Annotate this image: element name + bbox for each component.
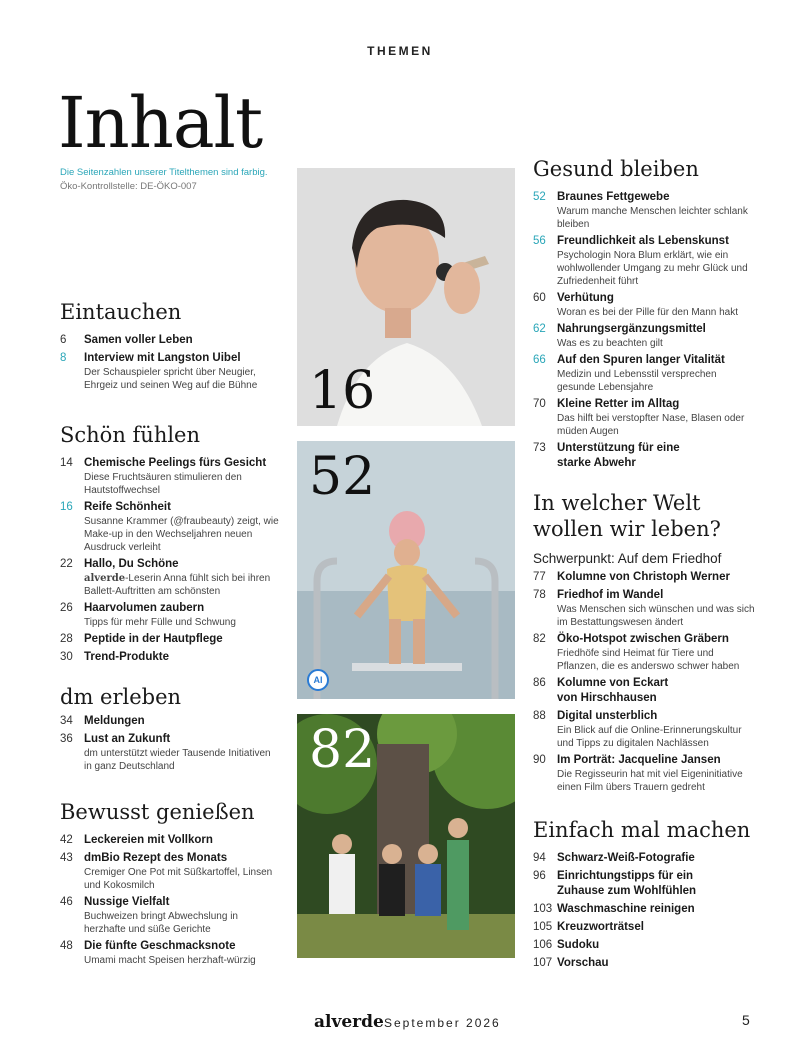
section-heading-line: In welcher Welt bbox=[533, 491, 701, 515]
item-description: Tipps für mehr Fülle und Schwung bbox=[84, 617, 236, 629]
page-number: 22 bbox=[60, 558, 73, 571]
section-einfach-mal-machen bbox=[533, 818, 753, 974]
toc-list bbox=[60, 833, 280, 967]
toc-item[interactable] bbox=[533, 441, 753, 471]
item-description: Woran es bei der Pille für den Mann hakt bbox=[557, 307, 739, 319]
page-number: 8 bbox=[60, 352, 67, 365]
section-heading: Einfach mal machen bbox=[533, 818, 751, 842]
toc-item[interactable] bbox=[60, 333, 280, 348]
page-number: 70 bbox=[533, 398, 546, 411]
item-title: Samen voller Leben bbox=[84, 334, 193, 347]
focus-subheading: Schwerpunkt: Auf dem Friedhof bbox=[533, 550, 722, 566]
item-description: Was Menschen sich wünschen und was sich im Bestattungswesen ändert bbox=[557, 603, 755, 628]
item-title: Digital unsterblich bbox=[557, 709, 658, 722]
toc-item[interactable] bbox=[533, 920, 753, 935]
toc-item[interactable] bbox=[533, 397, 753, 438]
section-eintauchen bbox=[60, 300, 280, 395]
item-description: Buchweizen bringt Abwechslung in herzhafte und süße Gerichte bbox=[84, 911, 238, 936]
page-number: 90 bbox=[533, 753, 546, 766]
toc-item[interactable] bbox=[60, 557, 280, 598]
section-schoen-fuehlen bbox=[60, 423, 280, 668]
item-title: Nussige Vielfalt bbox=[84, 896, 170, 909]
item-description-text: -Leserin Anna fühlt sich bei ihren Ballett-Auftritten am schönsten bbox=[84, 573, 271, 598]
page-number: 96 bbox=[533, 870, 546, 883]
toc-item[interactable] bbox=[533, 291, 753, 319]
page-number: 73 bbox=[533, 442, 546, 455]
toc-item[interactable] bbox=[533, 938, 753, 953]
issue-date: September 2026 bbox=[384, 1016, 501, 1030]
toc-item[interactable] bbox=[60, 895, 280, 936]
page-number: 26 bbox=[60, 602, 73, 615]
section-dm-erleben bbox=[60, 685, 280, 776]
toc-item[interactable] bbox=[533, 956, 753, 971]
item-title: Friedhof im Wandel bbox=[557, 588, 664, 601]
toc-item[interactable] bbox=[60, 456, 280, 497]
page-number: 43 bbox=[60, 852, 73, 865]
item-title: Leckereien mit Vollkorn bbox=[84, 834, 213, 847]
item-title: Öko-Hotspot zwischen Gräbern bbox=[557, 632, 729, 645]
page-number: 14 bbox=[60, 457, 73, 470]
photo-page-number: 52 bbox=[309, 447, 376, 507]
page-number: 46 bbox=[60, 896, 73, 909]
item-title: Braunes Fettgewebe bbox=[557, 191, 670, 204]
item-description: Der Schauspieler spricht über Neugier, Ehrgeiz und seinen Weg auf die Bühne bbox=[84, 367, 258, 392]
item-description: Umami macht Speisen herzhaft-würzig bbox=[84, 955, 256, 967]
page-number: 88 bbox=[533, 709, 546, 722]
item-description: Das hilft bei verstopfter Nase, Blasen oder müden Augen bbox=[557, 413, 745, 438]
item-title: Interview mit Langston Uibel bbox=[84, 352, 241, 365]
item-title: Auf den Spuren langer Vitalität bbox=[557, 354, 725, 367]
toc-list bbox=[60, 456, 280, 665]
brand-logo: alverde bbox=[314, 1012, 384, 1032]
page-number: 36 bbox=[60, 733, 73, 746]
page-number: 42 bbox=[60, 834, 73, 847]
item-description: Diese Fruchtsäuren stimulieren den Hautstoffwechsel bbox=[84, 472, 242, 497]
section-heading: dm erleben bbox=[60, 685, 182, 709]
toc-list bbox=[533, 851, 753, 971]
ai-generated-badge: AI bbox=[307, 669, 329, 691]
toc-item[interactable] bbox=[533, 869, 753, 899]
item-description: Warum manche Menschen leichter schlank bleiben bbox=[557, 206, 748, 231]
page-number-footer: 5 bbox=[742, 1012, 750, 1028]
page-number: 105 bbox=[533, 921, 553, 934]
page-number: 86 bbox=[533, 676, 546, 689]
item-description: dm unterstützt wieder Tausende Initiativen in ganz Deutschland bbox=[84, 748, 271, 773]
item-description: Die Regisseurin hat mit viel Eigeninitiative einen Film übers Trauern gedreht bbox=[557, 768, 743, 793]
toc-item[interactable] bbox=[60, 500, 280, 554]
page-number: 30 bbox=[60, 651, 73, 664]
item-title: Kreuzworträtsel bbox=[557, 921, 644, 934]
toc-item[interactable] bbox=[60, 351, 280, 392]
toc-item[interactable] bbox=[60, 833, 280, 848]
color-note: Die Seitenzahlen unserer Titelthemen sind farbig. bbox=[60, 167, 268, 178]
item-description: Ein Blick auf die Online-Erinnerungskultur und Tipps zu digitalen Nachlässen bbox=[557, 724, 742, 749]
toc-item[interactable] bbox=[533, 753, 758, 794]
section-heading: Schön fühlen bbox=[60, 423, 201, 447]
toc-item[interactable] bbox=[60, 632, 280, 647]
toc-list bbox=[533, 570, 758, 794]
item-title: Haarvolumen zaubern bbox=[84, 602, 205, 615]
toc-item[interactable] bbox=[533, 709, 758, 750]
section-heading: Bewusst genießen bbox=[60, 800, 255, 824]
item-title: Einrichtungstipps für ein Zuhause zum Wohlfühlen bbox=[557, 870, 697, 898]
item-description bbox=[84, 572, 280, 598]
item-title: Meldungen bbox=[84, 715, 145, 728]
item-title: Hallo, Du Schöne bbox=[84, 558, 179, 571]
item-description: Cremiger One Pot mit Süßkartoffel, Linsen und Kokosmilch bbox=[84, 867, 273, 892]
item-description: Psychologin Nora Blum erklärt, wie ein wohlwollender Umgang zu mehr Glück und Zufriedenheit führt bbox=[557, 250, 748, 288]
section-heading: Gesund bleiben bbox=[533, 157, 699, 181]
page-number: 77 bbox=[533, 570, 546, 583]
photo-page-number: 82 bbox=[309, 720, 376, 780]
item-title: Trend-Produkte bbox=[84, 651, 169, 664]
toc-item[interactable] bbox=[533, 234, 753, 288]
page-number: 106 bbox=[533, 939, 553, 952]
item-title: Die fünfte Geschmacksnote bbox=[84, 940, 236, 953]
toc-item[interactable] bbox=[60, 732, 280, 773]
section-welt bbox=[533, 490, 758, 797]
section-heading: Eintauchen bbox=[60, 300, 182, 324]
toc-item[interactable] bbox=[60, 601, 280, 629]
toc-item[interactable] bbox=[60, 714, 280, 729]
toc-item[interactable] bbox=[533, 676, 758, 706]
page-number: 78 bbox=[533, 588, 546, 601]
page-number: 6 bbox=[60, 334, 67, 347]
item-description: Medizin und Lebensstil versprechen gesunde Lebensjahre bbox=[557, 369, 717, 394]
toc-list bbox=[60, 333, 280, 392]
page-number: 60 bbox=[533, 292, 546, 305]
toc-item[interactable] bbox=[533, 851, 753, 866]
toc-list bbox=[533, 190, 753, 471]
page-number: 82 bbox=[533, 632, 546, 645]
photo-woman-swimming[interactable] bbox=[297, 441, 515, 699]
page-number: 48 bbox=[60, 940, 73, 953]
toc-item[interactable] bbox=[533, 588, 758, 629]
toc-item[interactable] bbox=[60, 650, 280, 665]
item-title: Lust an Zukunft bbox=[84, 733, 171, 746]
section-heading bbox=[533, 490, 758, 543]
item-title: Kleine Retter im Alltag bbox=[557, 398, 680, 411]
item-title: Waschmaschine reinigen bbox=[557, 903, 695, 916]
item-title: dmBio Rezept des Monats bbox=[84, 852, 228, 865]
toc-item[interactable] bbox=[60, 939, 280, 967]
page-number: 103 bbox=[533, 903, 553, 916]
brand-name: alverde bbox=[84, 573, 126, 585]
item-title: Schwarz-Weiß-Fotografie bbox=[557, 852, 695, 865]
page-number: 52 bbox=[533, 191, 546, 204]
page-number: 62 bbox=[533, 323, 546, 336]
item-description: Susanne Krammer (@fraubeauty) zeigt, wie Make-up in den Wechseljahren neuen Ausdruck verleiht bbox=[84, 516, 279, 554]
toc-item[interactable] bbox=[533, 190, 753, 231]
page-number: 107 bbox=[533, 957, 553, 970]
page-number: 28 bbox=[60, 633, 73, 646]
item-title: Kolumne von Christoph Werner bbox=[557, 570, 730, 583]
section-gesund-bleiben bbox=[533, 157, 753, 474]
item-title: Freundlichkeit als Lebenskunst bbox=[557, 235, 729, 248]
toc-item[interactable] bbox=[60, 851, 280, 892]
item-title: Kolumne von Eckart von Hirschhausen bbox=[557, 676, 669, 704]
toc-item[interactable] bbox=[533, 353, 753, 394]
item-description: Friedhöfe sind Heimat für Tiere und Pflanzen, die es anderswo schwer haben bbox=[557, 647, 740, 672]
page-title: Inhalt bbox=[58, 82, 263, 164]
photo-page-number: 16 bbox=[309, 361, 376, 421]
page-number: 56 bbox=[533, 235, 546, 248]
item-description: Was es zu beachten gilt bbox=[557, 338, 663, 350]
toc-item[interactable] bbox=[533, 632, 758, 673]
item-title: Chemische Peelings fürs Gesicht bbox=[84, 457, 267, 470]
toc-list bbox=[60, 714, 280, 773]
item-title: Sudoku bbox=[557, 939, 600, 952]
toc-item[interactable] bbox=[533, 322, 753, 350]
toc-item[interactable] bbox=[533, 570, 758, 585]
section-heading-line: wollen wir leben? bbox=[533, 517, 721, 542]
item-title: Peptide in der Hautpflege bbox=[84, 633, 223, 646]
photo-makeup-woman[interactable] bbox=[297, 168, 515, 426]
section-bewusst-geniessen bbox=[60, 800, 280, 970]
page-number: 66 bbox=[533, 354, 546, 367]
section-label: THEMEN bbox=[367, 44, 433, 58]
item-title: Verhütung bbox=[557, 292, 614, 305]
item-title: Unterstützung für eine starke Abwehr bbox=[557, 442, 680, 470]
item-title: Im Porträt: Jacqueline Jansen bbox=[557, 753, 721, 766]
control-note: Öko-Kontrollstelle: DE-ÖKO-007 bbox=[60, 181, 197, 192]
page-number: 34 bbox=[60, 715, 73, 728]
item-title: Vorschau bbox=[557, 957, 609, 970]
page-number: 94 bbox=[533, 852, 546, 865]
item-title: Reife Schönheit bbox=[84, 501, 171, 514]
item-title: Nahrungsergänzungsmittel bbox=[557, 323, 706, 336]
page-number: 16 bbox=[60, 501, 73, 514]
photo-cemetery-group[interactable] bbox=[297, 714, 515, 958]
toc-item[interactable] bbox=[533, 902, 753, 917]
